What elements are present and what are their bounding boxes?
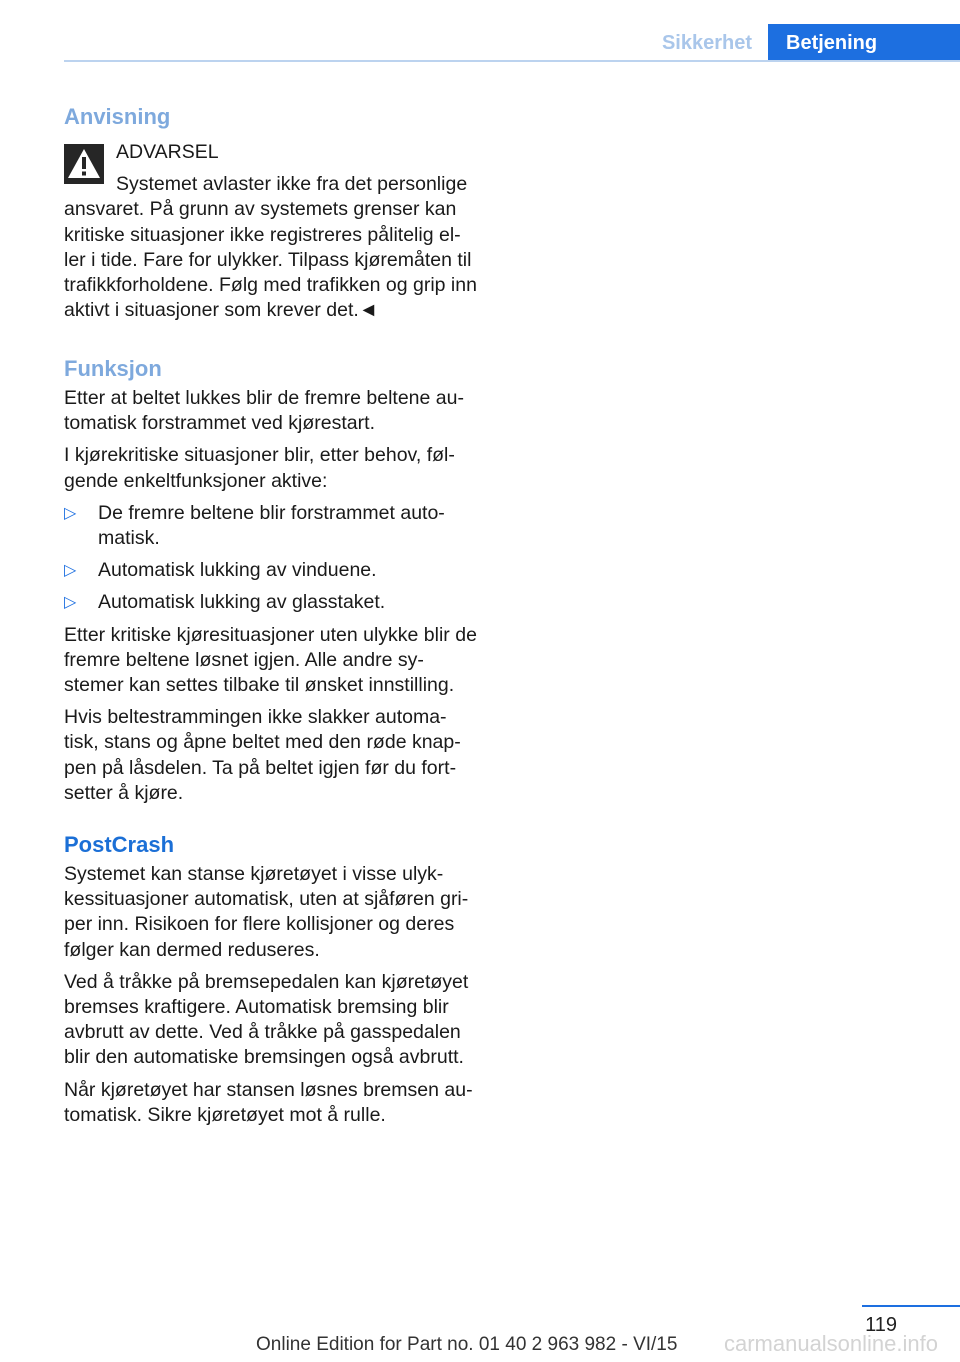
footer-divider (862, 1305, 960, 1307)
section-postcrash (64, 831, 482, 1128)
funksjon-bullet-list (64, 501, 482, 616)
funksjon-para-3: Etter kritiske kjøresituasjoner uten ulykke blir de fremre beltene løsnet igjen. Alle andre sy‐ stemer kan settes tilbake til ønsket innstilling. (64, 623, 477, 697)
edition-text: Online Edition for Part no. 01 40 2 963 982 - VI/15 (256, 1334, 678, 1355)
page-number: 119 (865, 1314, 897, 1336)
watermark: carmanualsonline.info (723, 1331, 938, 1356)
list-item (64, 590, 482, 615)
section-anvisning (64, 103, 482, 323)
warning-title: ADVARSEL (116, 141, 219, 163)
funksjon-para-1: Etter at beltet lukkes blir de fremre beltene au‐ tomatisk forstrammet ved kjørestart. (64, 387, 464, 435)
funksjon-para-4: Hvis beltestrammingen ikke slakker automa‐ tisk, stans og åpne beltet med den røde knap‐ pen på låsdelen. Ta på beltet igjen før du fort‐ setter å kjøre. (64, 706, 461, 804)
bullet-text: Automatisk lukking av vinduene. (98, 559, 377, 582)
bullet-text: De fremre beltene blir forstrammet auto‐ matisk. (98, 501, 445, 550)
postcrash-para-3: Når kjøretøyet har stansen løsnes bremsen au‐ tomatisk. Sikre kjøretøyet mot å rulle. (64, 1078, 473, 1126)
header-nav (646, 24, 960, 62)
section-funksjon (64, 355, 482, 806)
header-divider (64, 60, 960, 62)
postcrash-para-2: Ved å tråkke på bremsepedalen kan kjøretøyet bremses kraftigere. Automatisk bremsing blir avbrutt av dette. Ved å tråkke på gasspedalen blir den automatiske bremsingen også avbrutt. (64, 970, 469, 1069)
triangle-bullet-icon: ▷ (64, 562, 77, 580)
postcrash-para-1: Systemet kan stanse kjøretøyet i visse ulyk‐ kessituasjoner automatisk, uten at sjåføren gri‐ per inn. Risikoen for flere kollisjoner og deres følger kan dermed reduseres. (64, 863, 469, 961)
list-item (64, 558, 482, 583)
triangle-bullet-icon: ▷ (64, 594, 77, 612)
tab-betjening[interactable]: Betjening (768, 24, 960, 62)
warning-text-first-line: Systemet avlaster ikke fra det personlige (116, 173, 468, 196)
warning-triangle-icon (64, 144, 104, 184)
warning-box (64, 140, 482, 323)
warning-text (64, 172, 482, 323)
list-item (64, 501, 482, 551)
heading-postcrash: PostCrash (64, 832, 175, 857)
heading-anvisning: Anvisning (64, 104, 171, 129)
warning-text-rest: ansvaret. På grunn av systemets grenser kan kritiske situasjoner ikke registreres pålitelig el‐ ler i tide. Fare for ulykker. Tilpass kjøremåten til trafikkforholdene. Følg med trafikken og grip inn aktivt i situasjoner som krever det.◄ (64, 198, 477, 322)
bullet-text: Automatisk lukking av glasstaket. (98, 591, 386, 614)
triangle-bullet-icon: ▷ (64, 504, 77, 522)
heading-funksjon: Funksjon (64, 356, 162, 381)
tab-sikkerhet[interactable]: Sikkerhet (661, 32, 752, 54)
funksjon-para-2: I kjørekritiske situasjoner blir, etter behov, føl‐ gende enkeltfunksjoner aktive: (64, 444, 455, 492)
